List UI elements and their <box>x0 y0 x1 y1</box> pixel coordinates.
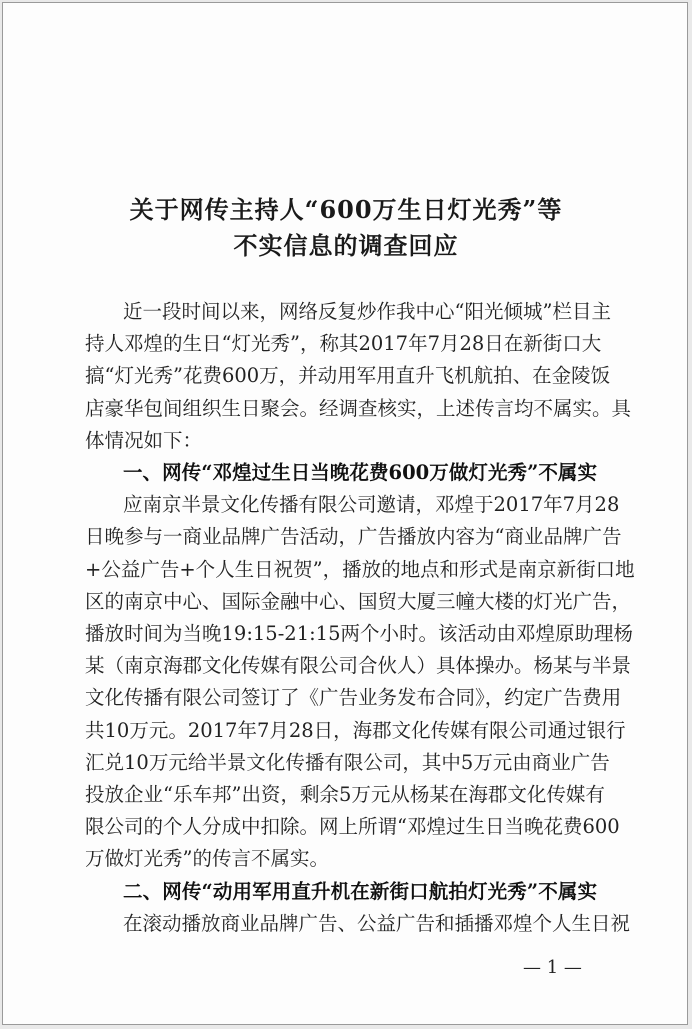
body-text-line: 应南京半景文化传播有限公司邀请，邓煌于2017年7月28 <box>123 493 620 516</box>
body-text-line: 在滚动播放商业品牌广告、公益广告和插播邓煌个人生日祝 <box>123 912 631 935</box>
body-text-line: 搞“灯光秀”花费600万，并动用军用直升飞机航拍、在金陵饭 <box>85 364 611 387</box>
document-title-line-1: 关于网传主持人“600万生日灯光秀”等 <box>129 195 563 224</box>
page-number: — 1 — <box>523 957 582 978</box>
body-text-line: 限公司的个人分成中扣除。网上所谓“邓煌过生日当晚花费600 <box>85 815 620 838</box>
body-text-line: 万做灯光秀”的传言不属实。 <box>85 847 329 870</box>
body-text-line: 某（南京海郡文化传媒有限公司合伙人）具体操办。杨某与半景 <box>85 654 632 677</box>
document-page <box>2 2 688 1025</box>
body-text-line: 共10万元。2017年7月28日，海郡文化传媒有限公司通过银行 <box>85 719 626 742</box>
document-title-line-2: 不实信息的调查回应 <box>233 231 459 260</box>
body-text-line: 播放时间为当晚19:15-21:15两个小时。该活动由邓煌原助理杨 <box>85 622 633 645</box>
body-text-line: 店豪华包间组织生日聚会。经调查核实，上述传言均不属实。具 <box>85 397 632 420</box>
body-text-line: 区的南京中心、国际金融中心、国贸大厦三幢大楼的灯光广告， <box>85 590 632 613</box>
body-text-line: 体情况如下： <box>85 429 203 452</box>
body-text-line: 近一段时间以来，网络反复炒作我中心“阳光倾城”栏目主 <box>123 300 611 323</box>
section-heading: 一、网传“邓煌过生日当晚花费600万做灯光秀”不属实 <box>123 461 597 484</box>
body-text-line: 投放企业“乐车邦”出资，剩余5万元从杨某在海郡文化传媒有 <box>85 783 605 806</box>
body-text-line: 日晚参与一商业品牌广告活动，广告播放内容为“商业品牌广告 <box>85 525 622 548</box>
body-text-line: 文化传播有限公司签订了《广告业务发布合同》，约定广告费用 <box>85 686 622 709</box>
body-text-line: 持人邓煌的生日“灯光秀”，称其2017年7月28日在新街口大 <box>85 332 602 355</box>
body-text-line: 汇兑10万元给半景文化传播有限公司，其中5万元由商业广告 <box>85 751 610 774</box>
section-heading: 二、网传“动用军用直升机在新街口航拍灯光秀”不属实 <box>123 880 597 903</box>
body-text-line: +公益广告+个人生日祝贺”，播放的地点和形式是南京新街口地 <box>85 558 635 581</box>
